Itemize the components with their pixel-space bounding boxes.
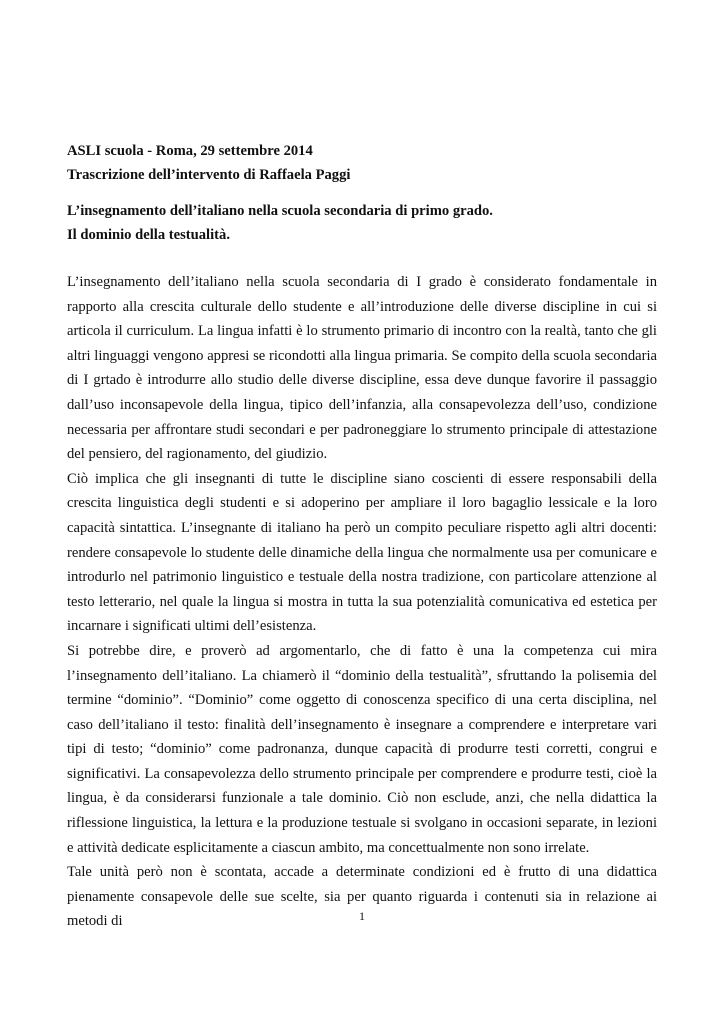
page-number: 1 bbox=[359, 909, 365, 923]
paragraph: Si potrebbe dire, e proverò ad argomentarlo, che di fatto è una la competenza cui mira l’insegnamento dell’italiano. La chiamerò il “dominio della testualità”, sfruttando la polisemia del termine “dominio”. “Dominio” come oggetto di conoscenza specifico di una certa disciplina, nel caso dell’italiano il testo: finalità dell’insegnamento è insegnare a comprendere e interpretare vari tipi di testo; “dominio” come padronanza, dunque capacità di produrre testi corretti, congrui e significativi. La consapevolezza dello strumento principale per comprendere e produrre testi, cioè la lingua, è da considerarsi funzionale a tale dominio. Ciò non esclude, anzi, che nella didattica la riflessione linguistica, la lettura e la produzione testuale si svolgano in occasioni separate, in lezioni e attività dedicate esplicitamente a ciascun ambito, ma concettualmente non sono irrelate. bbox=[67, 642, 657, 856]
document-subtitle: Il dominio della testualità. bbox=[67, 227, 230, 243]
paragraph: Ciò implica che gli insegnanti di tutte le discipline siano coscienti di essere responsabili della crescita linguistica degli studenti e si adoperino per ampliare il loro bagaglio lessicale e la loro capacità sintattica. L’insegnante di italiano ha però un compito peculiare rispetto agli altri docenti: rendere consapevole lo studente delle dinamiche della lingua che normalmente usa per comunicare e introdurlo nel patrimonio linguistico e testuale della nostra tradizione, con particolare attenzione al testo letterario, nel quale la lingua si mostra in tutta la sua potenzialità comunicativa ed estetica per incarnare i significati ultimi dell’esistenza. bbox=[67, 470, 657, 635]
document-body bbox=[67, 270, 657, 934]
transcription-line: Trascrizione dell’intervento di Raffaela Paggi bbox=[67, 167, 351, 183]
document-header bbox=[67, 139, 667, 247]
event-line: ASLI scuola - Roma, 29 settembre 2014 bbox=[67, 143, 313, 159]
document-title: L’insegnamento dell’italiano nella scuola secondaria di primo grado. bbox=[67, 203, 493, 219]
paragraph: Tale unità però non è scontata, accade a determinate condizioni ed è frutto di una didattica pienamente consapevole delle sue scelte, sia per quanto riguarda i contenuti sia in relazione ai metodi di bbox=[67, 864, 657, 930]
header-gap bbox=[67, 187, 667, 199]
paragraph: L’insegnamento dell’italiano nella scuola secondaria di I grado è considerato fondamentale in rapporto alla crescita culturale dello studente e all’introduzione delle diverse discipline in cui si articola il curriculum. La lingua infatti è lo strumento primario di incontro con la realtà, tanto che gli altri linguaggi vengono appresi se ricondotti alla lingua primaria. Se compito della scuola secondaria di I grtado è introdurre allo studio delle diverse discipline, essa deve dunque favorire il passaggio dall’uso inconsapevole della lingua, tipico dell’infanzia, alla consapevolezza dell’uso, condizione necessaria per affrontare studi secondari e per padroneggiare lo strumento principale di attestazione del pensiero, del ragionamento, del giudizio. bbox=[67, 274, 657, 463]
